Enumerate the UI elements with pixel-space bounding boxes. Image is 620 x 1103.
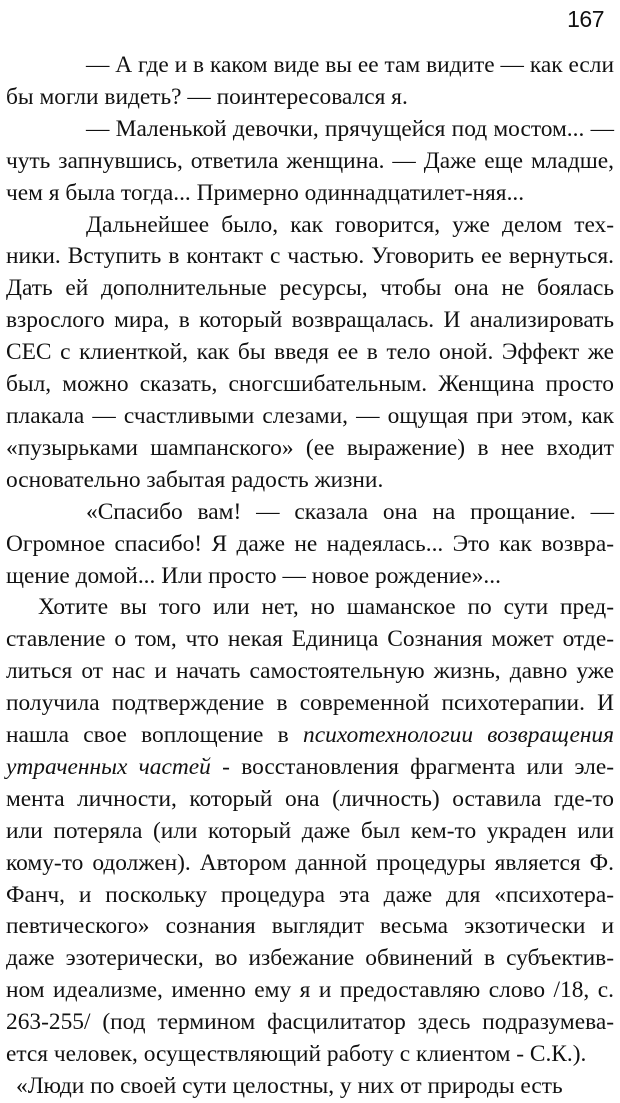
paragraph-shamanic-start: Хотите вы того или нет, но шаманское по сути пред-ставление о том, что некая Единица Сознания может отде-литься от нас и начать самостоятельную жизнь, давно уже получила подтверждение в современной психотерапии. И нашла свое воплощение в xyxy=(6,594,614,749)
paragraph-answer: — Маленькой девочки, прячущейся под мостом... — чуть запнувшись, ответила женщина. — Даже еще младше, чем я была тогда... Примерно одиннадцатилет-няя... xyxy=(6,115,614,206)
paragraph-technique: Дальнейшее было, как говорится, уже делом тех-ники. Вступить в контакт с частью. Уговорить ее вернуться. Дать ей дополнительные ресурсы, чтобы она не боялась взрослого мира, в который возвращалась. И анализировать СЕС с клиенткой, как бы введя ее в тело оной. Эффект же был, можно сказать, сногсшибательным. Женщина просто плакала — счастливыми слезами, — ощущая при этом, как «пузырьками шампанского» (ее выражение) в нее входит основательно забытая радость жизни. xyxy=(6,211,614,493)
paragraph-shamanic xyxy=(6,592,614,1071)
text-body xyxy=(6,50,614,1103)
paragraph-shamanic-end: - восстановления фрагмента или эле-мента личности, который она (личность) оставила где-то или потеряла (или который даже был кем-то украден или кому-то одолжен). Автором данной процедуры является Ф. Фанч, и поскольку процедура эта даже для «психотера-певтического» сознания выглядит весьма экзотически и даже эзотерически, во избежание обвинений в субъектив-ном идеализме, именно ему я и предоставляю слово /18, с. 263-255/ (под термином фасцилитатор здесь подразумева-ется человек, осуществляющий работу с клиентом - С.К.). xyxy=(6,753,614,1068)
technology-term: психотехнологии возвращения утраченных частей xyxy=(6,722,614,780)
paragraph-question: — А где и в каком виде вы ее там видите — как если бы могли видеть? — поинтересовался я. xyxy=(6,52,614,110)
paragraph-quote-start: «Люди по своей сути целостны, у них от природы есть xyxy=(16,1073,563,1099)
page-number: 167 xyxy=(567,6,604,32)
paragraph-thanks-quote: «Спасибо вам! — сказала она на прощание. — Огромное спасибо! Я даже не надеялась... Это как возвра-щение домой... Или просто — новое рождение»... xyxy=(6,498,614,589)
